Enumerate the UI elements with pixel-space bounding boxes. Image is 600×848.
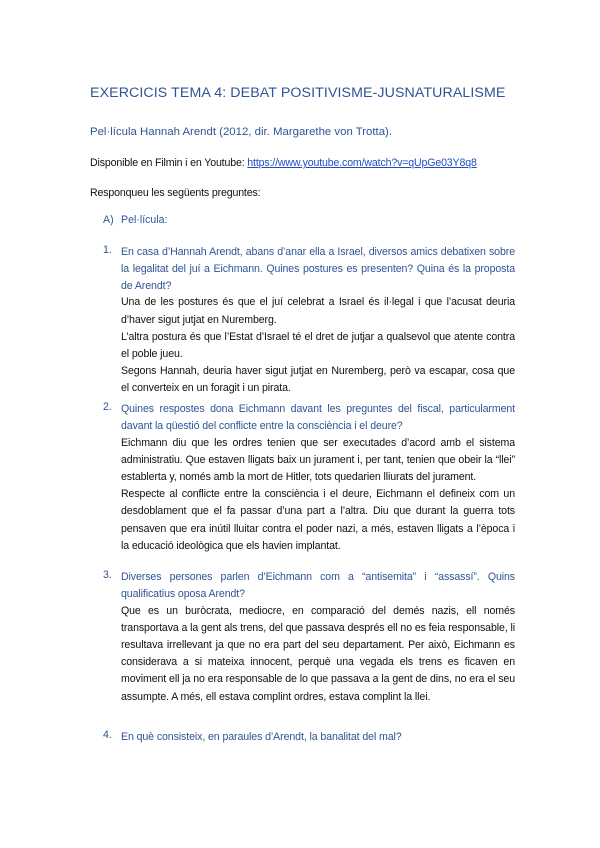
question-number: 3. — [103, 569, 112, 581]
question-text: Diverses persones parlen d’Eichmann com a “antisemita” i “assassí”. Quins qualificatius oposa Arendt? — [121, 571, 515, 600]
question-text: En casa d’Hannah Arendt, abans d’anar ella a Israel, diversos amics debatixen sobre la legalitat del juí a Eichmann. Quines postures es presenten? Quina és la proposta de Arendt? — [121, 246, 515, 292]
availability-label: Disponible en Filmin i en Youtube: — [90, 157, 248, 169]
answer-paragraph: L’altra postura és que l’Estat d’Israel té el dret de jutjar a qualsevol que atente contra el poble jueu. — [121, 330, 515, 360]
question-text: En què consisteix, en paraules d’Arendt, la banalitat del mal? — [121, 731, 402, 743]
question-item — [103, 401, 515, 555]
youtube-link[interactable]: https://www.youtube.com/watch?v=qUpGe03Y8q8 — [247, 157, 477, 169]
answer-paragraph: Que es un buròcrata, mediocre, en comparació del demés nazis, ell només transportava a la gent als trens, del que passava després ell no es feia responsable, li resultava irrellevant ja que no era part del seu departament. Per això, Eichmann es considerava a si mateixa innocent, perquè una vegada els trens es ficaven en moviment ell ja no era responsable de lo que passava a la gent de dins, no era el seu assumpte. A més, ell estava complint ordres, estava complint la llei. — [121, 604, 516, 703]
question-item — [103, 244, 515, 398]
instructions: Responqueu les següents preguntes: — [90, 187, 261, 199]
answer-paragraph: Segons Hannah, deuria haver sigut jutjat en Nuremberg, però va escapar, cosa que el converteix en un foragit i un pirata. — [121, 365, 515, 395]
availability-line — [90, 157, 550, 169]
question-item — [103, 569, 515, 706]
question-number: 2. — [103, 401, 112, 413]
question-item — [103, 729, 515, 746]
page-title: EXERCICIS TEMA 4: DEBAT POSITIVISME-JUSNATURALISME — [90, 85, 506, 101]
section-heading — [103, 214, 168, 226]
question-number: 4. — [103, 729, 112, 741]
answer-paragraph: Respecte al conflicte entre la consciència i el deure, Eichmann el defineix com un desdoblament que el fa passar d’una part a l’altra. Diu que durant la guerra tots pensaven que era inútil lluitar contra el poder nazi, a més, estaven lligats a l’època i la educació ideològica que els havien implantat. — [121, 488, 515, 552]
answer-paragraph: Eichmann diu que les ordres tenien que ser executades d’acord amb el sistema administratiu. Que estaven lligats baix un jurament i, per tant, tenien que obeir la “llei” establerta y, només amb la mort de Hitler, tots quedarien lliurats del jurament. — [121, 436, 515, 483]
section-letter: A) — [103, 214, 114, 226]
section-label: Pel·lícula: — [121, 214, 168, 226]
film-reference: Pel·lícula Hannah Arendt (2012, dir. Margarethe von Trotta). — [90, 126, 393, 138]
answer-paragraph: Una de les postures és que el juí celebrat a Israel és il·legal i que l’acusat deuria d’haver sigut jutjat en Nuremberg. — [121, 296, 515, 326]
question-text: Quines respostes dona Eichmann davant les preguntes del fiscal, particularment davant la qüestió del conflicte entre la consciència i el deure? — [121, 403, 515, 432]
question-number: 1. — [103, 244, 112, 256]
